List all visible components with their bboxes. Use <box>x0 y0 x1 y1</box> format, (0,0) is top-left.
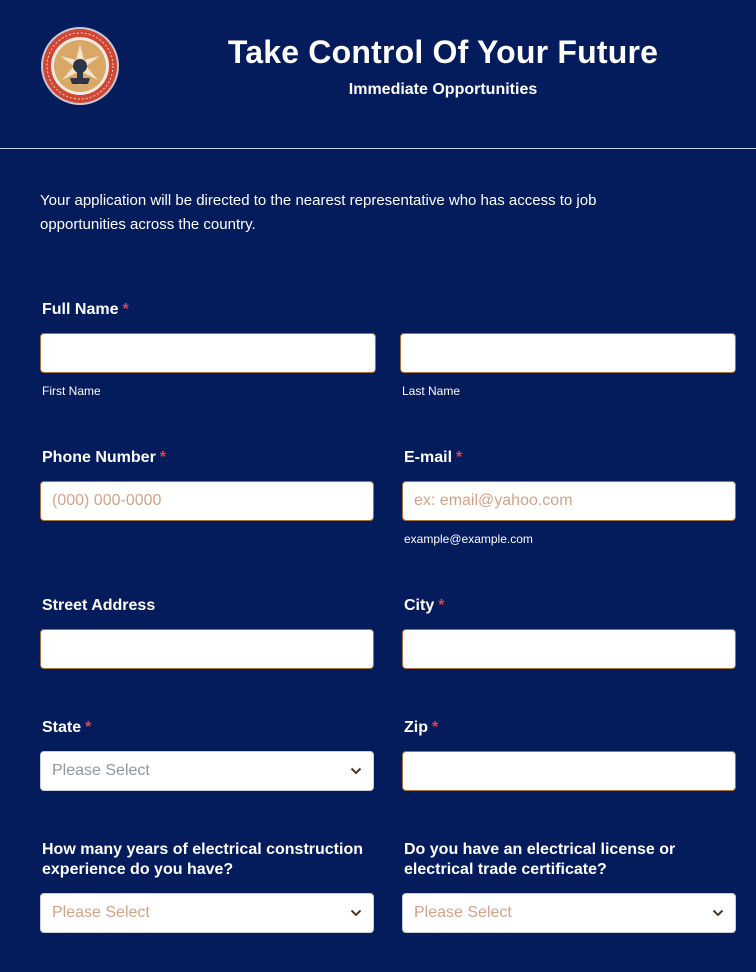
last-name-sublabel: Last Name <box>402 384 461 398</box>
city-input[interactable] <box>402 629 736 669</box>
license-label <box>404 840 675 880</box>
email-label-text: E-mail <box>404 449 453 466</box>
zip-label-text: Zip <box>404 719 428 736</box>
state-label-text: State <box>42 719 82 736</box>
ibew-seal-logo-icon <box>40 26 120 106</box>
phone-label <box>42 448 166 468</box>
license-label-line2 <box>404 860 675 880</box>
last-name-input[interactable] <box>400 333 736 373</box>
license-label-line1: Do you have an electrical license or <box>404 841 676 858</box>
required-marker: * <box>85 719 92 736</box>
city-label <box>404 596 444 616</box>
license-select-value: Please Select <box>414 904 512 921</box>
full-name-label-text: Full Name <box>42 301 119 318</box>
experience-label-line1: How many years of electrical construction <box>42 841 363 858</box>
phone-input[interactable] <box>40 481 374 521</box>
chevron-down-icon <box>712 909 724 917</box>
email-label <box>404 448 462 468</box>
required-marker: * <box>456 449 463 466</box>
street-label <box>42 596 155 616</box>
experience-select-value: Please Select <box>52 904 150 921</box>
zip-input[interactable] <box>402 751 736 791</box>
phone-label-text: Phone Number <box>42 449 156 466</box>
street-address-input[interactable] <box>40 629 374 669</box>
license-label-line2-text: electrical trade certificate? <box>404 861 607 878</box>
license-select[interactable] <box>402 893 736 933</box>
header-divider <box>0 148 756 149</box>
full-name-label <box>42 300 129 320</box>
experience-label <box>42 840 363 880</box>
email-input[interactable] <box>402 481 736 521</box>
required-marker: * <box>159 449 167 466</box>
experience-label-line2 <box>42 860 363 880</box>
form-header <box>0 0 756 148</box>
street-label-text: Street Address <box>42 597 156 614</box>
experience-label-line2-text: experience do you have? <box>42 861 234 878</box>
intro-text: Your application will be directed to the nearest representative who has access to job opportunities across the country. <box>40 192 597 233</box>
email-sublabel: example@example.com <box>404 532 533 546</box>
chevron-down-icon <box>350 909 362 917</box>
experience-select[interactable] <box>40 893 374 933</box>
page-subtitle: Immediate Opportunities <box>348 81 538 98</box>
state-select[interactable] <box>40 751 374 791</box>
state-select-value: Please Select <box>52 762 150 779</box>
required-marker: * <box>438 597 445 614</box>
required-marker: * <box>432 719 439 736</box>
chevron-down-icon <box>350 767 362 775</box>
required-marker: * <box>122 301 129 318</box>
first-name-input[interactable] <box>40 333 376 373</box>
state-label <box>42 718 91 738</box>
page-title: Take Control Of Your Future <box>227 34 659 70</box>
zip-label <box>404 718 438 738</box>
city-label-text: City <box>404 597 435 614</box>
first-name-sublabel: First Name <box>42 384 101 398</box>
